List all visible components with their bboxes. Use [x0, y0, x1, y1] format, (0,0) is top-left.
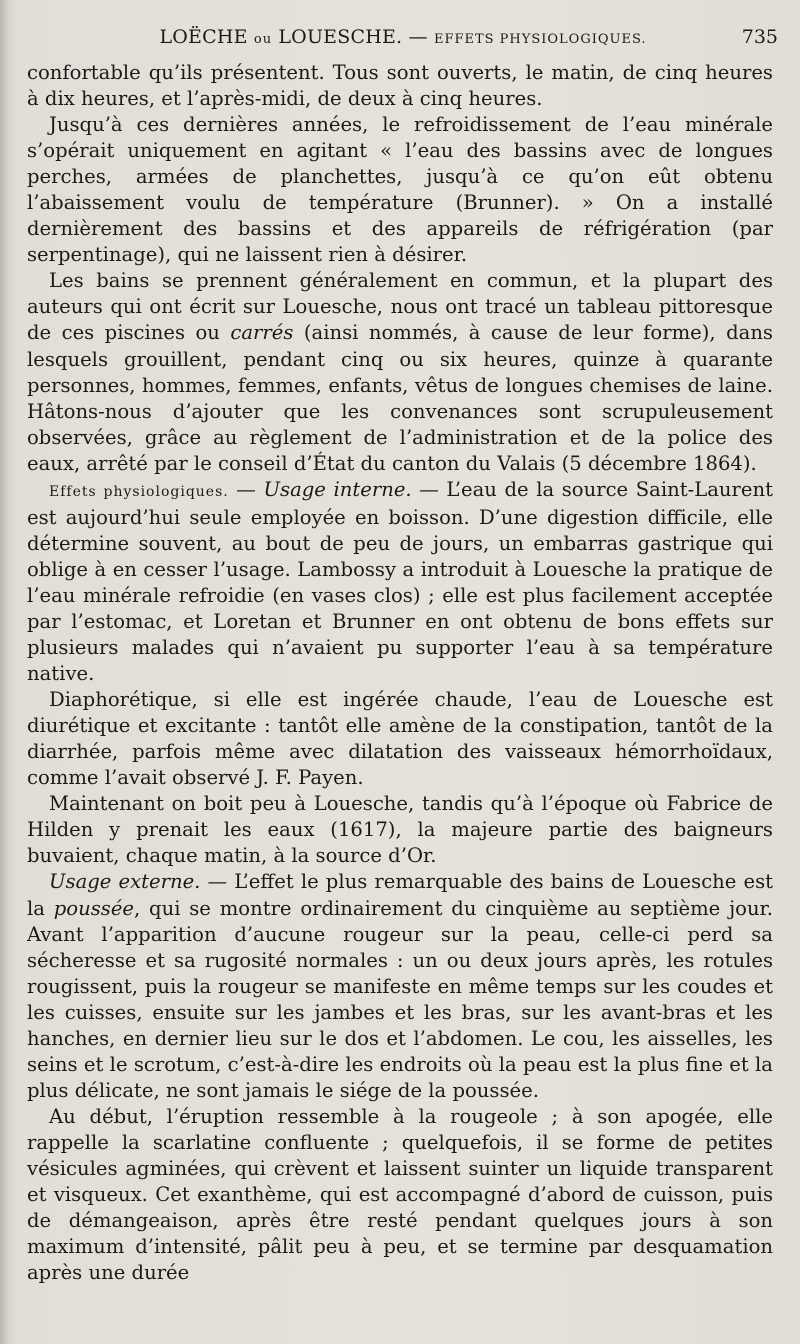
paragraph-4-dash: —: [228, 477, 264, 501]
running-title: [28, 26, 778, 48]
running-title-section: EFFETS PHYSIOLOGIQUES.: [433, 32, 647, 47]
paragraph-7-text-a: — L’effet le plus remarquable des bains de Louesche est la: [27, 870, 774, 920]
section-heading-effets: Effets physiologiques.: [49, 483, 229, 500]
subheading-usage-externe: Usage externe.: [49, 870, 201, 894]
paragraph-7-italic: poussée: [53, 896, 135, 920]
paragraph-3: [27, 268, 773, 476]
paragraph-3-text-b: (ainsi nommés, à cause de leur forme), dans lesquels grouillent, pendant cinq ou six heures, quinze à quarante personnes, hommes, femmes, enfants, vêtus de longues chemises de laine. Hâtons-nous d’ajouter que les convenances sont scrupuleusement observées, grâce au règlement de l’administration et de la police des eaux, arrêté par le conseil d’État du canton du Valais (5 décembre 1864).: [27, 321, 773, 475]
paragraph-5: Diaphorétique, si elle est ingérée chaude, l’eau de Louesche est diurétique et excitante : tantôt elle amène de la constipation, tantôt de la diarrhée, parfois même avec dilatation des vaisseaux hémorrhoïdaux, comme l’avait observé J. F. Payen.: [27, 688, 773, 790]
paragraph-1: confortable qu’ils présentent. Tous sont ouverts, le matin, de cinq heures à dix heures, et l’après-midi, de deux à cinq heures.: [27, 61, 773, 111]
paragraph-8: Au début, l’éruption ressemble à la rougeole ; à son apogée, elle rappelle la scarlatine confluente ; quelquefois, il se forme de petites vésicules agminées, qui crèvent et laissent suinter un liquide transparent et visqueux. Cet exanthème, qui est accompagné d’abord de cuisson, puis de démangeaison, après être resté pendant quelques jours à son maximum d’intensité, pâlit peu à peu, et se termine par desquamation après une durée: [27, 1104, 773, 1285]
paragraph-3-text-a: Les bains se prennent généralement en commun, et la plupart des auteurs qui ont écrit sur Louesche, nous ont tracé un tableau pittoresque de ces piscines ou: [27, 269, 773, 345]
page-number: 735: [741, 26, 778, 48]
running-title-main: LOËCHE: [159, 26, 254, 48]
paragraph-7-text-b: , qui se montre ordinairement du cinquième au septième jour. Avant l’apparition d’aucune rougeur sur la peau, celle-ci perd sa sécheresse et sa rugosité normales : un ou deux jours après, les rotules rougissent, puis la rougeur se manifeste en même temps sur les coudes et les cuisses, ensuite sur les jambes et les bras, sur les avant-bras et les hanches, en dernier lieu sur le dos et l’abdomen. Le cou, les aisselles, les seins et le scrotum, c’est-à-dire les endroits où la peau est la plus fine et la plus délicate, ne sont jamais le siége de la poussée.: [27, 896, 773, 1102]
paragraph-7: [27, 869, 773, 1103]
paragraph-6: Maintenant on boit peu à Louesche, tandis qu’à l’époque où Fabrice de Hilden y prenait les eaux (1617), la majeure partie des baigneurs buvaient, chaque matin, à la source d’Or.: [27, 792, 773, 868]
body-text: [27, 60, 773, 1286]
paragraph-3-italic: carrés: [230, 321, 294, 345]
paragraph-4: [27, 477, 773, 687]
subheading-usage-interne: Usage interne.: [263, 477, 412, 501]
running-header: [28, 26, 778, 54]
running-title-rest: LOUESCHE. —: [272, 26, 434, 48]
paragraph-4-text: — L’eau de la source Saint-Laurent est aujourd’hui seule employée en boisson. D’une digestion difficile, elle détermine souvent, au bout de peu de jours, un embarras gastrique qui oblige à en cesser l’usage. Lambossy a introduit à Louesche la pratique de l’eau minérale refroidie (en vases clos) ; elle est plus facilement acceptée par l’estomac, et Loretan et Brunner en ont obtenu de bons effets sur plusieurs malades qui n’avaient pu supporter l’eau à sa température native.: [27, 477, 773, 686]
paragraph-2: Jusqu’à ces dernières années, le refroidissement de l’eau minérale s’opérait uniquement en agitant « l’eau des bassins avec de longues perches, armées de planchettes, jusqu’à ce qu’on eût obtenu l’abaissement voulu de température (Brunner). » On a installé dernièrement des bassins et des appareils de réfrigération (par serpentinage), qui ne laissent rien à désirer.: [27, 113, 773, 267]
running-title-ou: ou: [253, 32, 273, 47]
